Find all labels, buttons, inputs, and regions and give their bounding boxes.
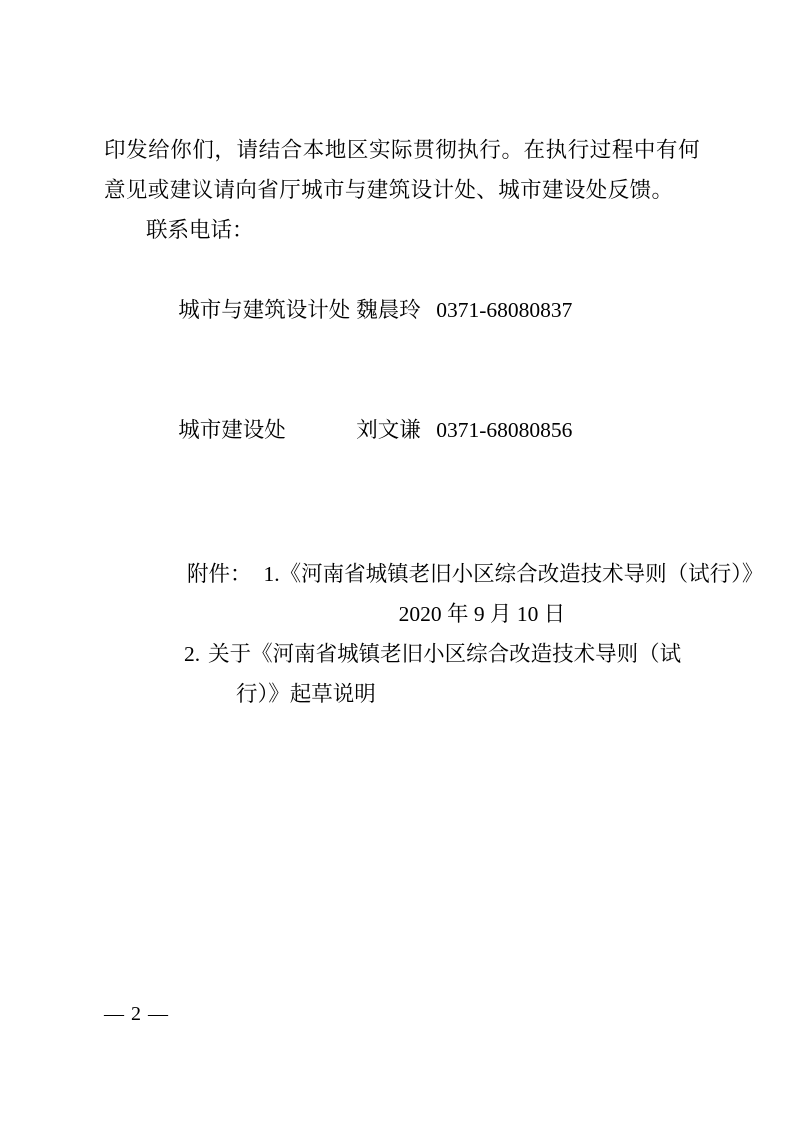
contact-person: 魏晨玲 [356,298,421,322]
attachment-label: 附件： [187,562,252,586]
contact-row [104,250,700,370]
contact-person: 刘文谦 [356,418,421,442]
contact-label: 联系电话： [146,218,254,242]
contact-phone: 0371-68080837 [436,298,573,322]
attachment-item [144,634,700,714]
page-number: — 2 — [104,1003,169,1025]
document-date: 2020 年 9 月 10 日 [398,602,566,626]
attachment-number: 1. [263,562,280,586]
attachment-number: 2. [184,642,201,666]
attachment-text: 关于《河南省城镇老旧小区综合改造技术导则（试行）》起草说明 [208,642,682,706]
contact-office: 城市建设处 [178,418,286,442]
contact-office: 城市与建筑设计处 [178,298,351,322]
contact-phone: 0371-68080856 [436,418,573,442]
contact-row [104,370,700,490]
vertical-spacer [104,490,700,514]
attachment-text: 《河南省城镇老旧小区综合改造技术导则（试行）》 [279,562,764,586]
body-paragraph: 印发给你们，请结合本地区实际贯彻执行。在执行过程中有何意见或建议请向省厅城市与建筑设计处、城市建设处反馈。 [104,138,700,202]
